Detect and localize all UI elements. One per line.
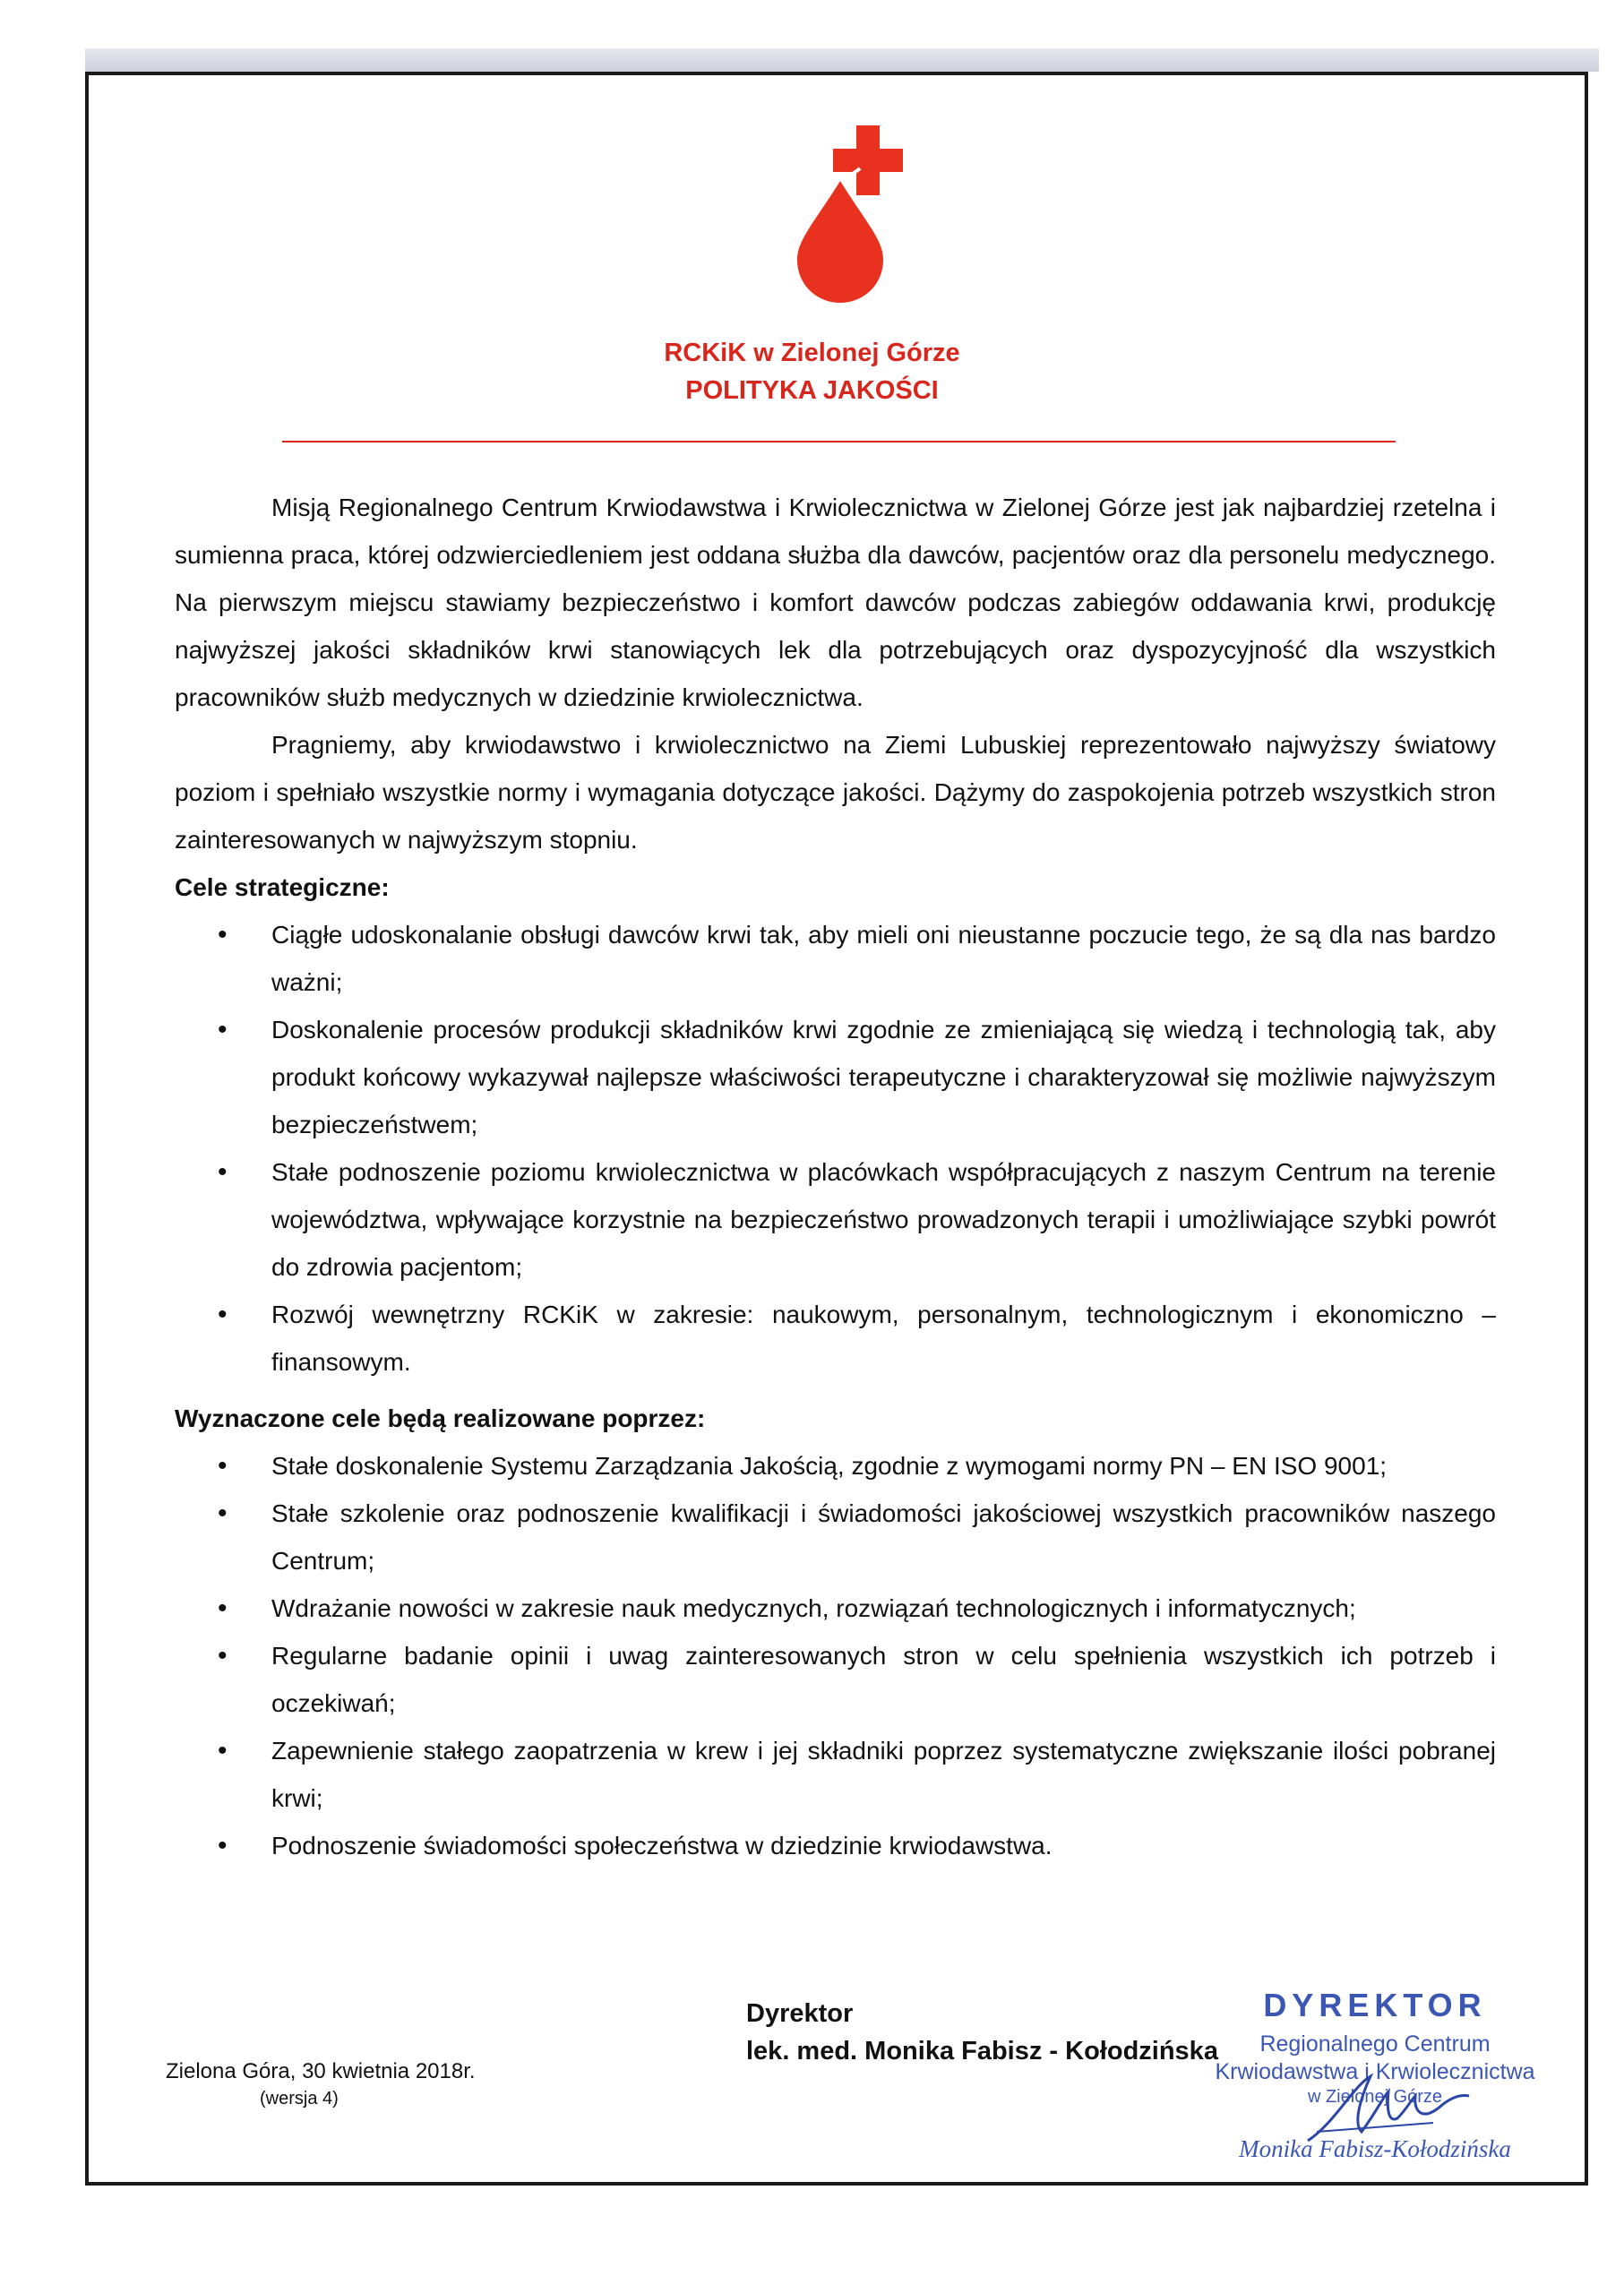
aspiration-paragraph: Pragniemy, aby krwiodawstwo i krwiolecznictwo na Ziemi Lubuskiej reprezentowało najwyższy światowy poziom i spełniało wszystkie normy i wymagania dotyczące jakości. Dążymy do zaspokojenia potrzeb wszystkich stron zainteresowanych w najwyższym stopniu.: [175, 731, 1496, 854]
stamp-line-3: w Zielonej Górze: [1307, 2087, 1443, 2107]
list-item: • Regularne badanie opinii i uwag zainteresowanych stron w celu spełnienia wszystkich ich potrzeb i oczekiwań;: [175, 1632, 1496, 1727]
handwritten-signature: [1299, 2069, 1478, 2150]
signer-role: Dyrektor: [746, 1999, 854, 2028]
organization-name: RCKiK w Zielonej Górze: [664, 339, 960, 367]
stamp-title: DYREKTOR: [1263, 1987, 1487, 2023]
stamp-line-1: Regionalnego Centrum: [1259, 2031, 1491, 2057]
stamp-name: Monika Fabisz-Kołodzińska: [1239, 2135, 1511, 2162]
stamp-line-2: Krwiodawstwa i Krwiolecznictwa: [1215, 2059, 1535, 2084]
list-item: • Stałe doskonalenie Systemu Zarządzania Jakością, zgodnie z wymogami normy PN – EN ISO 9001;: [175, 1442, 1496, 1490]
mission-paragraph: Misją Regionalnego Centrum Krwiodawstwa i Krwiolecznictwa w Zielonej Górze jest jak najbardziej rzetelna i sumienna praca, której odzwierciedleniem jest oddana służba dla dawców, pacjentów oraz dla personelu medycznego. Na pierwszym miejscu stawiamy bezpieczeństwo i komfort dawców podczas zabiegów oddawania krwi, produkcję najwyższej jakości składników krwi stanowiących lek dla potrzebujących oraz dyspozycyjność dla wszystkich pracowników służb medycznych w dziedzinie krwiolecznictwa.: [175, 494, 1496, 711]
list-item: • Wdrażanie nowości w zakresie nauk medycznych, rozwiązań technologicznych i informatycznych;: [175, 1584, 1496, 1632]
list-item: • Ciągłe udoskonalanie obsługi dawców krwi tak, aby mieli oni nieustanne poczucie tego, że są dla nas bardzo ważni;: [175, 911, 1496, 1006]
signer-name: lek. med. Monika Fabisz - Kołodzińska: [746, 2037, 1218, 2065]
scan-top-band: [85, 48, 1599, 72]
title-divider: [282, 441, 1396, 442]
list-item: • Podnoszenie świadomości społeczeństwa w dziedzinie krwiodawstwa.: [175, 1822, 1496, 1869]
list-item: • Stałe szkolenie oraz podnoszenie kwalifikacji i świadomości jakościowej wszystkich pracowników naszego Centrum;: [175, 1490, 1496, 1584]
blood-drop-red-cross-icon: [778, 125, 912, 305]
list-item: • Stałe podnoszenie poziomu krwiolecznictwa w placówkach współpracujących z naszym Centrum na terenie województwa, wpływające korzystnie na bezpieczeństwo prowadzonych terapii i umożliwiające szybki powrót do zdrowia pacjentom;: [175, 1148, 1496, 1291]
strategic-goals-list: [175, 911, 1496, 1386]
place-and-date: Zielona Góra, 30 kwietnia 2018r.: [166, 2059, 476, 2083]
document-body: [175, 484, 1496, 1869]
document-version: (wersja 4): [260, 2089, 339, 2108]
strategic-goals-heading: Cele strategiczne:: [175, 873, 390, 901]
document-title: POLITYKA JAKOŚCI: [685, 376, 939, 405]
list-item: • Zapewnienie stałego zaopatrzenia w krew i jej składniki poprzez systematyczne zwiększanie ilości pobranej krwi;: [175, 1727, 1496, 1822]
implementation-list: [175, 1442, 1496, 1869]
list-item: • Rozwój wewnętrzny RCKiK w zakresie: naukowym, personalnym, technologicznym i ekonomiczno – finansowym.: [175, 1291, 1496, 1386]
section-gap: [175, 1386, 1496, 1395]
list-item: • Doskonalenie procesów produkcji składników krwi zgodnie ze zmieniającą się wiedzą i technologią tak, aby produkt końcowy wykazywał najlepsze właściwości terapeutyczne i charakteryzował się możliwie najwyższym bezpieczeństwem;: [175, 1006, 1496, 1148]
implementation-heading: Wyznaczone cele będą realizowane poprzez:: [175, 1404, 706, 1432]
